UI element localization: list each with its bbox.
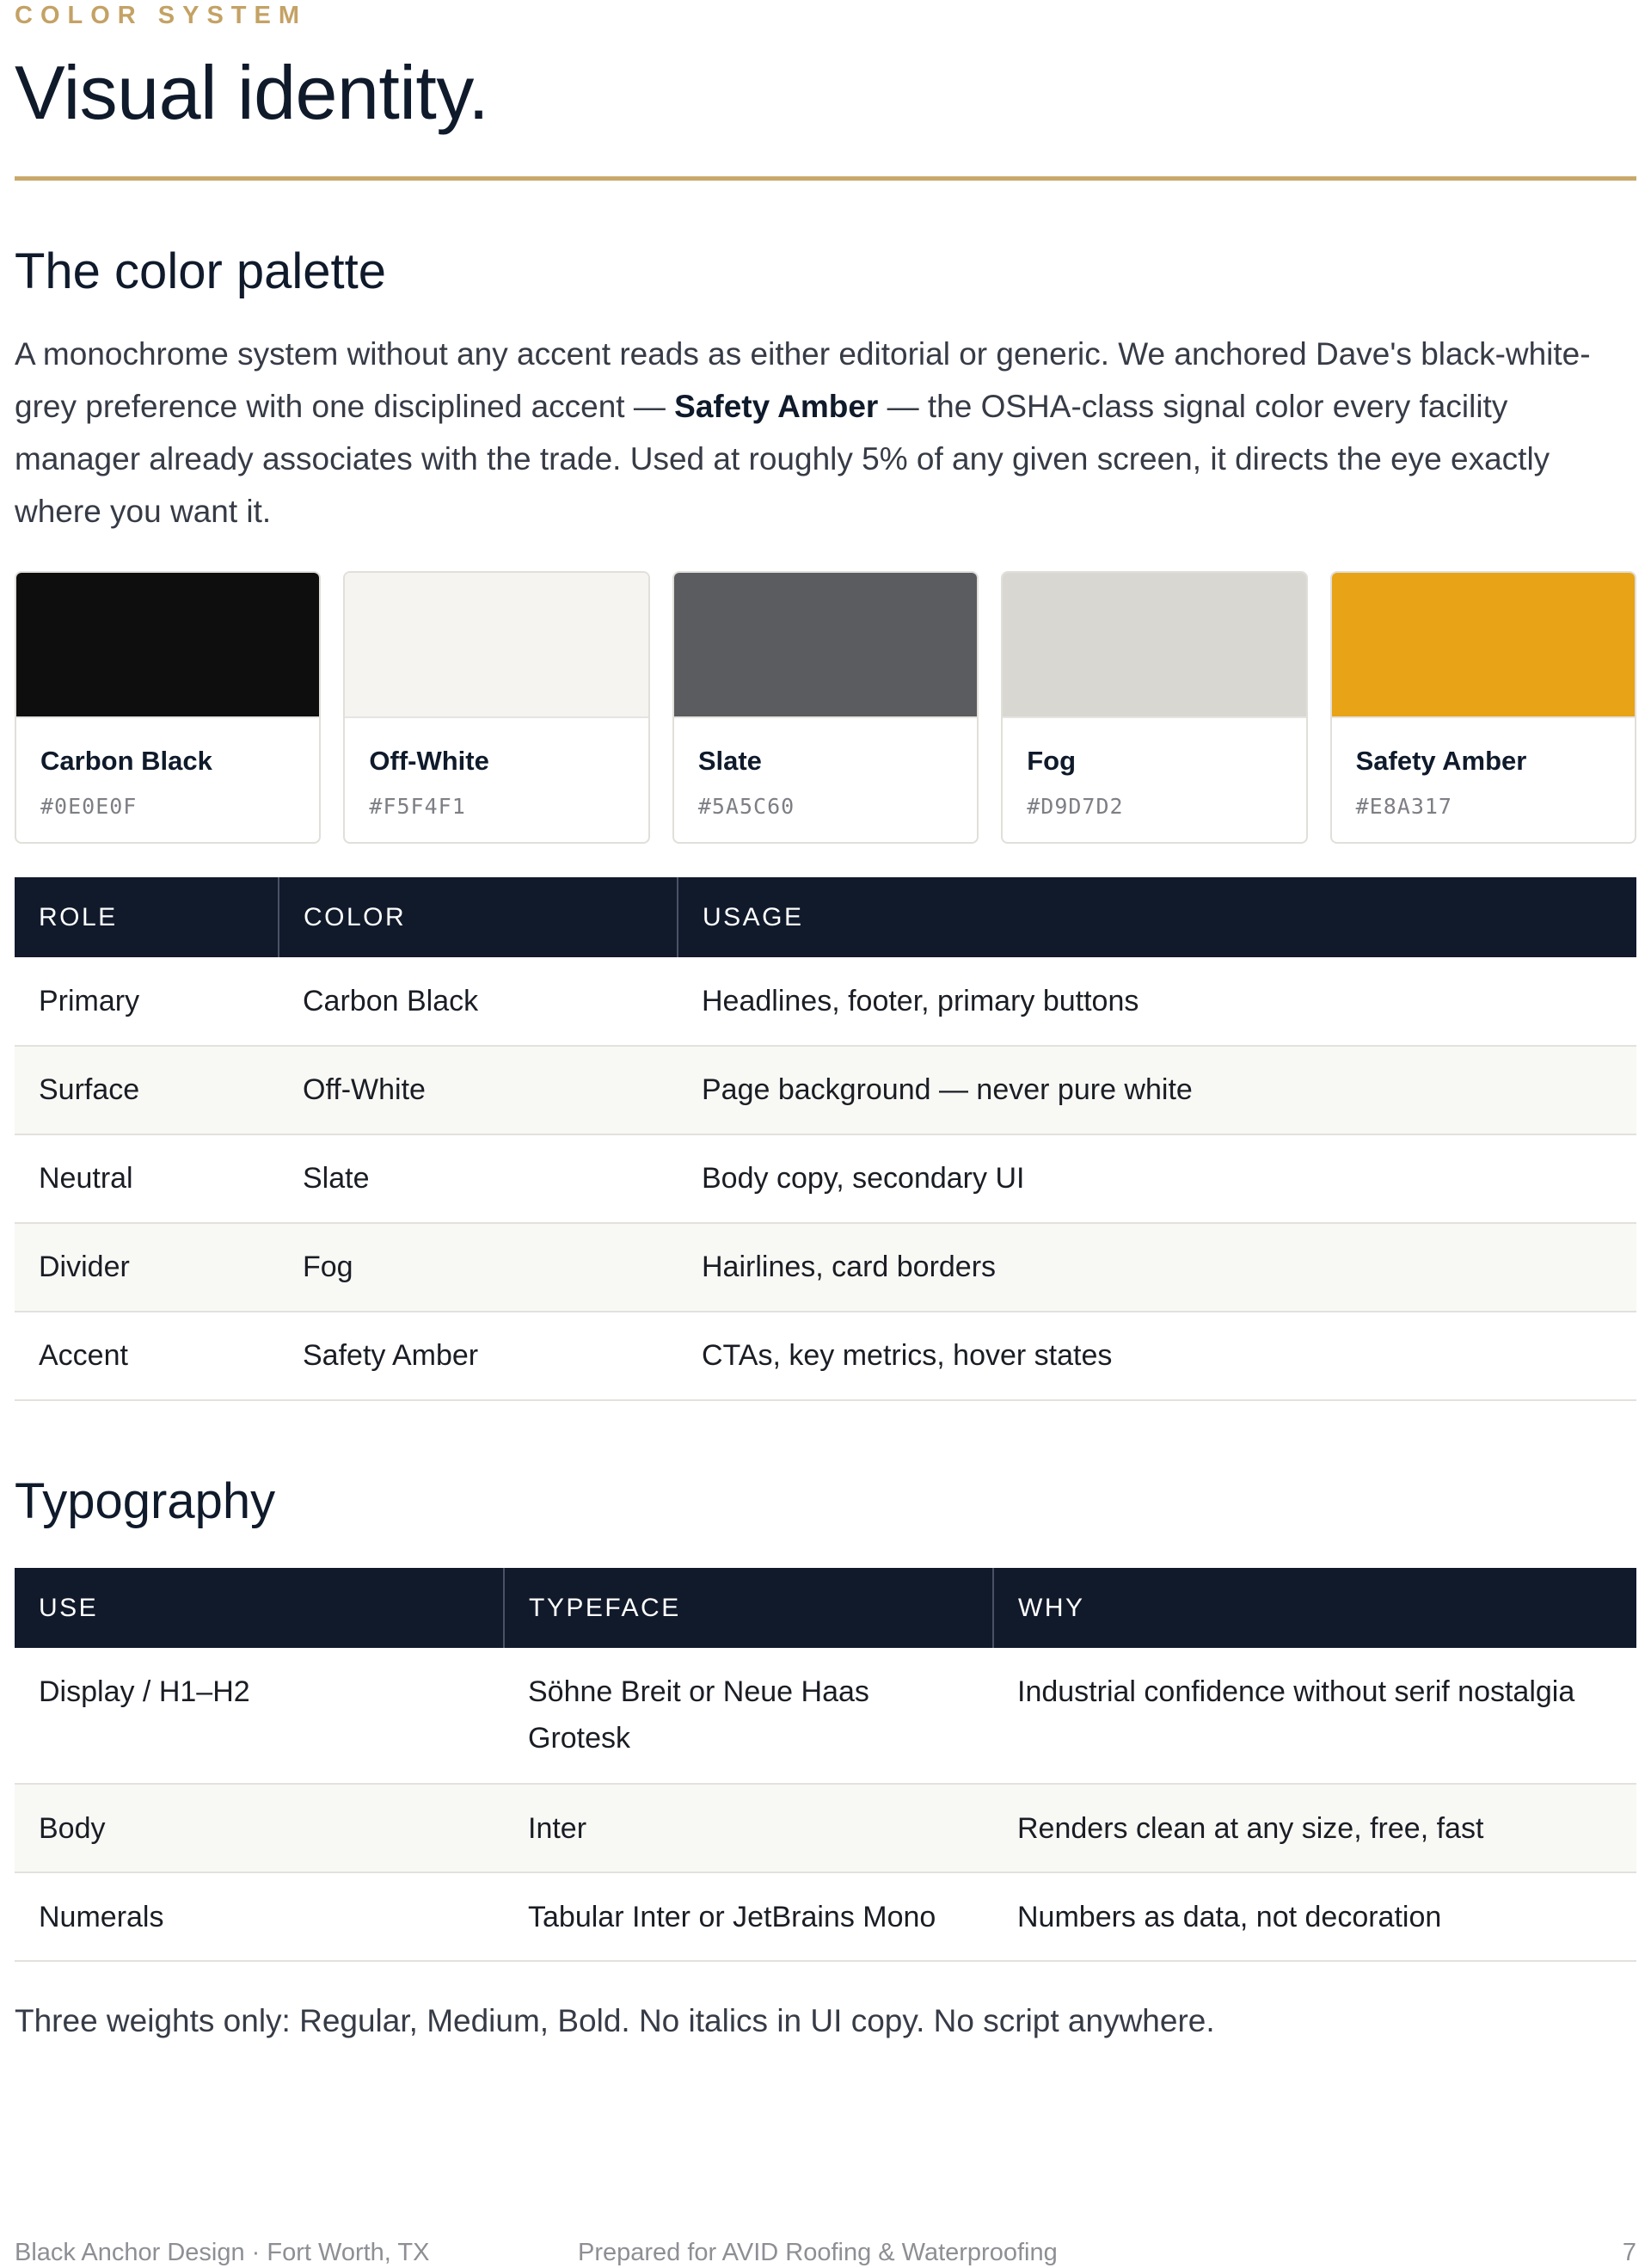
swatch-card bbox=[1330, 571, 1636, 844]
typography-note: Three weights only: Regular, Medium, Bold. No italics in UI copy. No script anywhere. bbox=[15, 2003, 1215, 2038]
table-row bbox=[15, 1134, 1636, 1223]
table-cell: Söhne Breit or Neue Haas Grotesk bbox=[504, 1648, 993, 1784]
page-title: Visual identity. bbox=[15, 50, 489, 135]
swatch-row bbox=[15, 571, 1636, 844]
table-row bbox=[15, 1784, 1636, 1872]
footer-client: Prepared for AVID Roofing & Waterproofing bbox=[578, 2239, 1058, 2266]
table-cell: Primary bbox=[15, 957, 279, 1046]
intro-emphasis: Safety Amber bbox=[674, 389, 879, 424]
page-number: 7 bbox=[1622, 2239, 1636, 2266]
swatch-card bbox=[672, 571, 979, 844]
color-chip bbox=[674, 573, 977, 718]
table-cell: Tabular Inter or JetBrains Mono bbox=[504, 1872, 993, 1961]
table-cell: Surface bbox=[15, 1046, 279, 1134]
table-cell: Slate bbox=[279, 1134, 678, 1223]
color-chip bbox=[1332, 573, 1635, 718]
swatch-hex: #F5F4F1 bbox=[369, 794, 466, 819]
table-cell: Headlines, footer, primary buttons bbox=[678, 957, 1636, 1046]
typography-heading: Typography bbox=[15, 1473, 276, 1529]
table-cell: Accent bbox=[15, 1312, 279, 1400]
swatch-name: Safety Amber bbox=[1355, 746, 1527, 776]
table-cell: CTAs, key metrics, hover states bbox=[678, 1312, 1636, 1400]
palette-intro bbox=[15, 328, 1640, 538]
swatch-card bbox=[1001, 571, 1307, 844]
column-header: USE bbox=[15, 1568, 504, 1648]
table-row bbox=[15, 1312, 1636, 1400]
title-divider bbox=[15, 176, 1636, 181]
column-header: USAGE bbox=[678, 877, 1636, 957]
table-cell: Safety Amber bbox=[279, 1312, 678, 1400]
column-header: ROLE bbox=[15, 877, 279, 957]
color-roles-table bbox=[15, 877, 1636, 1401]
column-header: TYPEFACE bbox=[504, 1568, 993, 1648]
swatch-card bbox=[343, 571, 649, 844]
color-chip bbox=[345, 573, 648, 718]
footer-studio: Black Anchor Design · Fort Worth, TX bbox=[15, 2239, 430, 2266]
color-chip bbox=[1003, 573, 1305, 718]
swatch-name: Slate bbox=[697, 746, 762, 776]
table-row bbox=[15, 957, 1636, 1046]
table-cell: Carbon Black bbox=[279, 957, 678, 1046]
table-cell: Industrial confidence without serif nostalgia bbox=[993, 1648, 1636, 1784]
table-row bbox=[15, 1648, 1636, 1784]
table-cell: Inter bbox=[504, 1784, 993, 1872]
swatch-hex: #E8A317 bbox=[1355, 794, 1452, 819]
column-header: COLOR bbox=[279, 877, 678, 957]
table-cell: Body copy, secondary UI bbox=[678, 1134, 1636, 1223]
table-cell: Numerals bbox=[15, 1872, 504, 1961]
table-cell: Fog bbox=[279, 1223, 678, 1312]
table-cell: Display / H1–H2 bbox=[15, 1648, 504, 1784]
table-row bbox=[15, 1872, 1636, 1961]
table-cell: Page background — never pure white bbox=[678, 1046, 1636, 1134]
typography-table bbox=[15, 1568, 1636, 1962]
table-header-row bbox=[15, 1568, 1636, 1648]
intro-text-end: — the OSHA-class signal color every facility manager already associates with the trade. Used at roughly 5% of any given screen, it directs the eye exactly where you want it. bbox=[15, 389, 1550, 529]
table-row bbox=[15, 1223, 1636, 1312]
section-eyebrow: COLOR SYSTEM bbox=[15, 2, 308, 29]
table-cell: Numbers as data, not decoration bbox=[993, 1872, 1636, 1961]
table-cell: Renders clean at any size, free, fast bbox=[993, 1784, 1636, 1872]
table-header-row bbox=[15, 877, 1636, 957]
table-cell: Body bbox=[15, 1784, 504, 1872]
swatch-name: Carbon Black bbox=[40, 746, 212, 776]
swatch-name: Fog bbox=[1027, 746, 1077, 776]
table-cell: Neutral bbox=[15, 1134, 279, 1223]
swatch-hex: #0E0E0F bbox=[40, 794, 138, 819]
table-cell: Hairlines, card borders bbox=[678, 1223, 1636, 1312]
swatch-name: Off-White bbox=[369, 746, 489, 776]
table-cell: Off-White bbox=[279, 1046, 678, 1134]
swatch-hex: #D9D7D2 bbox=[1027, 794, 1124, 819]
column-header: WHY bbox=[993, 1568, 1636, 1648]
swatch-card bbox=[15, 571, 321, 844]
table-row bbox=[15, 1046, 1636, 1134]
intro-text-start: A monochrome system without any accent reads as either editorial or generic. We anchored Dave's black-white-grey preference with one disciplined accent — bbox=[15, 336, 1591, 424]
color-chip bbox=[16, 573, 319, 718]
page bbox=[15, 0, 1636, 2268]
palette-heading: The color palette bbox=[15, 243, 387, 299]
table-cell: Divider bbox=[15, 1223, 279, 1312]
swatch-hex: #5A5C60 bbox=[697, 794, 795, 819]
